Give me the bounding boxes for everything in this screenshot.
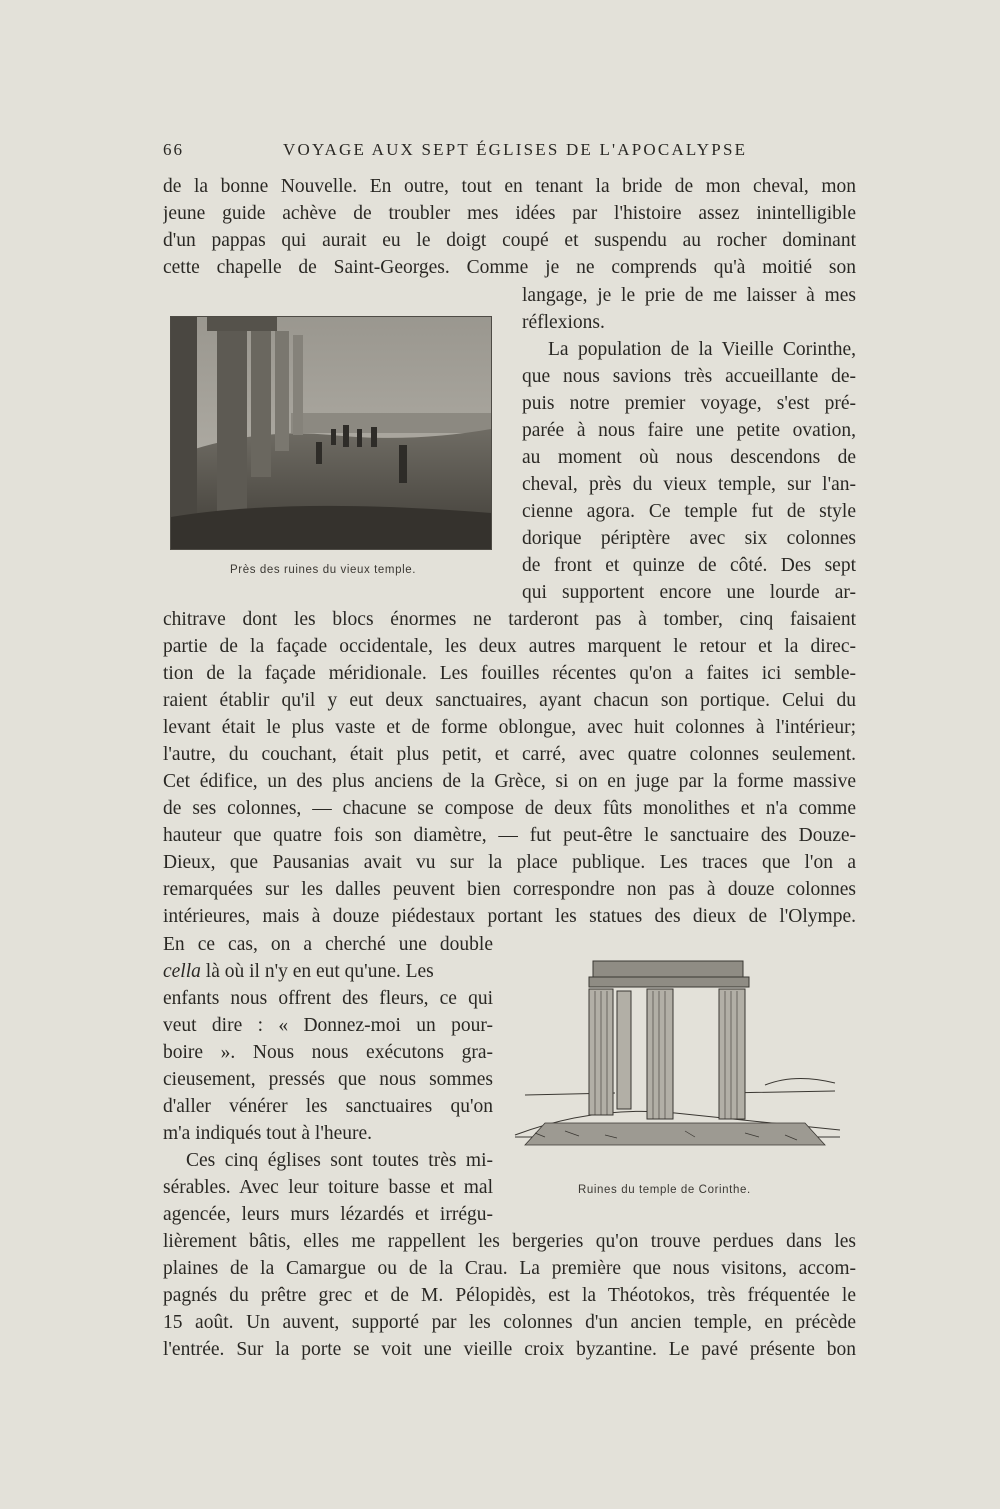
text-span: là où il n'y en eut qu'une. Les — [200, 961, 434, 982]
text-line: cheval, près du vieux temple, sur l'an- — [522, 474, 856, 495]
text-line: intérieures, mais à douze piédestaux portant les statues des dieux de l'Olympe. — [163, 906, 856, 927]
text-line: de front et quinze de côté. Des sept — [522, 555, 856, 576]
text-line: de la bonne Nouvelle. En outre, tout en tenant la bride de mon cheval, mon — [163, 176, 856, 197]
text-line: dorique périptère avec six colonnes — [522, 528, 856, 549]
text-line: de ses colonnes, — chacune se compose de deux fûts monolithes et n'a comme — [163, 798, 856, 819]
text-line: En ce cas, on a cherché une double — [163, 934, 493, 955]
text-line: plaines de la Camargue ou de la Crau. La première que nous visitons, accom- — [163, 1258, 856, 1279]
text-line: parée à nous faire une petite ovation, — [522, 420, 856, 441]
text-line: veut dire : « Donnez-moi un pour- — [163, 1015, 493, 1036]
text-line: que nous savions très accueillante de- — [522, 366, 856, 387]
text-line: La population de la Vieille Corinthe, — [548, 339, 856, 360]
text-line — [163, 959, 434, 985]
text-line: partie de la façade occidentale, les deux autres marquent le retour et la direc- — [163, 636, 856, 657]
text-line: sérables. Avec leur toiture basse et mal — [163, 1177, 493, 1198]
text-line: pagnés du prêtre grec et de M. Pélopidès, est la Théotokos, très fréquentée le — [163, 1285, 856, 1306]
running-title: VOYAGE AUX SEPT ÉGLISES DE L'APOCALYPSE — [283, 140, 748, 159]
text-line: réflexions. — [522, 312, 605, 333]
text-line: l'autre, du couchant, était plus petit, et carré, avec quatre colonnes seulement. — [163, 744, 856, 765]
text-line: d'aller vénérer les sanctuaires qu'on — [163, 1096, 493, 1117]
text-line: Ces cinq églises sont toutes très mi- — [186, 1150, 493, 1171]
text-line: langage, je le prie de me laisser à mes — [522, 285, 856, 306]
text-line: chitrave dont les blocs énormes ne tarderont pas à tomber, cinq faisaient — [163, 609, 856, 630]
text-line: puis notre premier voyage, s'est pré- — [522, 393, 856, 414]
text-line: l'entrée. Sur la porte se voit une vieille croix byzantine. Le pavé présente bon — [163, 1339, 856, 1360]
text-line: 15 août. Un auvent, supporté par les colonnes d'un ancien temple, en précède — [163, 1312, 856, 1333]
italic-word: cella — [163, 961, 201, 982]
temple-ruins-photo — [170, 316, 492, 550]
text-line: cette chapelle de Saint-Georges. Comme je ne comprends qu'à moitié son — [163, 257, 856, 278]
text-line: qui supportent encore une lourde ar- — [522, 582, 856, 603]
text-line: Cet édifice, un des plus anciens de la Grèce, si on en juge par la forme massive — [163, 771, 856, 792]
text-line: enfants nous offrent des fleurs, ce qui — [163, 988, 493, 1009]
text-line: levant était le plus vaste et de forme oblongue, avec huit colonnes à l'intérieur; — [163, 717, 856, 738]
figure2-caption: Ruines du temple de Corinthe. — [578, 1184, 751, 1196]
page-number: 66 — [163, 140, 184, 159]
text-line: Dieux, que Pausanias avait vu sur la place publique. Les traces que l'on a — [163, 852, 856, 873]
text-line: cienne agora. Ce temple fut de style — [522, 501, 856, 522]
text-line: boire ». Nous nous exécutons gra- — [163, 1042, 493, 1063]
text-line: hauteur que quatre fois son diamètre, — fut peut-être le sanctuaire des Douze- — [163, 825, 856, 846]
text-line: au moment où nous descendons de — [522, 447, 856, 468]
text-line: d'un pappas qui aurait eu le doigt coupé et suspendu au rocher dominant — [163, 230, 856, 251]
text-line: tion de la façade méridionale. Les fouilles récentes qu'on a faites ici semble- — [163, 663, 856, 684]
text-line: cieusement, pressés que nous sommes — [163, 1069, 493, 1090]
text-line: raient établir qu'il y eut deux sanctuaires, ayant chacun son portique. Celui du — [163, 690, 856, 711]
text-line: jeune guide achève de troubler mes idées par l'histoire assez inintelligible — [163, 203, 856, 224]
text-line: lièrement bâtis, elles me rappellent les bergeries qu'on trouve perdues dans les — [163, 1231, 856, 1252]
running-header — [163, 140, 863, 166]
text-line: remarquées sur les dalles peuvent bien correspondre non pas à douze colonnes — [163, 879, 856, 900]
text-line: m'a indiqués tout à l'heure. — [163, 1123, 373, 1144]
temple-engraving — [505, 955, 850, 1175]
text-line: agencée, leurs murs lézardés et irrégu- — [163, 1204, 493, 1225]
figure1-caption: Près des ruines du vieux temple. — [230, 564, 417, 576]
